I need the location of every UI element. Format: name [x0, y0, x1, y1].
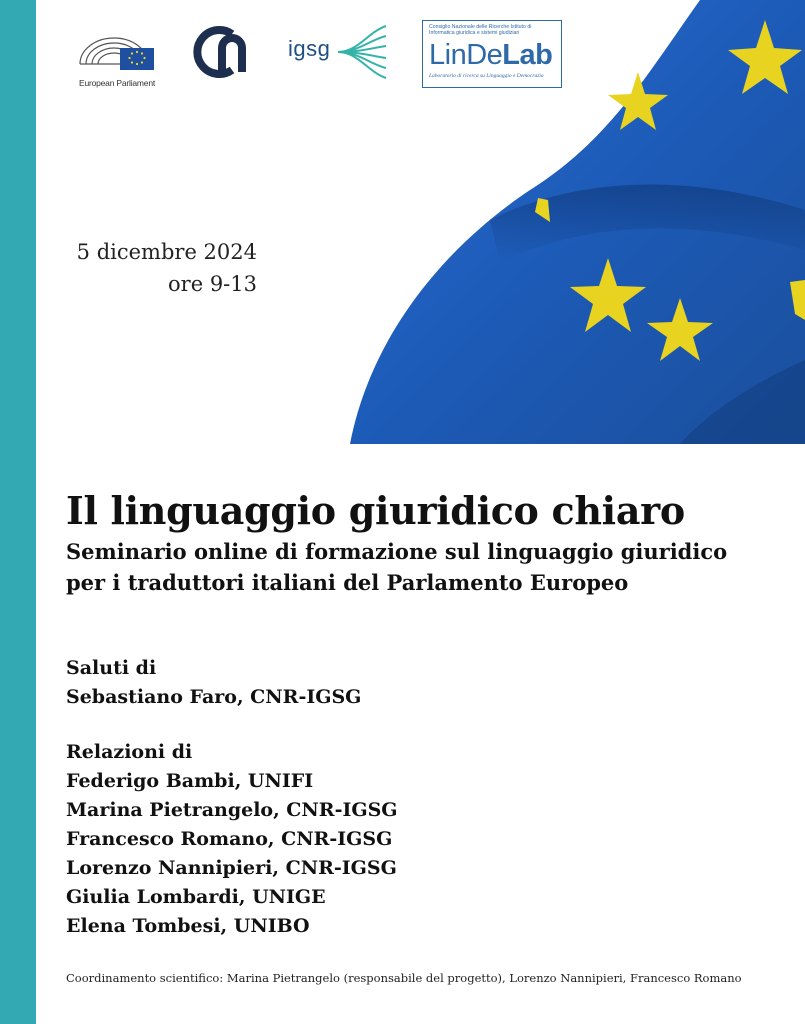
speaker-name: Federigo Bambi, UNIFI	[66, 770, 314, 792]
seminar-title: Il linguaggio giuridico chiaro	[66, 488, 685, 533]
speaker-name: Marina Pietrangelo, CNR-IGSG	[66, 799, 398, 821]
speaker-name: Elena Tombesi, UNIBO	[66, 915, 310, 937]
lindelab-wordmark-a: LinDe	[429, 39, 503, 71]
speaker-name: Francesco Romano, CNR-IGSG	[66, 828, 393, 850]
lindelab-wordmark-b: Lab	[502, 39, 553, 71]
talks-section	[66, 738, 398, 941]
cnr-logo	[192, 24, 254, 80]
speaker-name: Giulia Lombardi, UNIGE	[66, 886, 326, 908]
event-date-time	[77, 236, 257, 300]
teal-sidebar	[0, 0, 36, 1024]
lindelab-institution: Consiglio Nazionale delle Ricerche Istituto di Informatica giuridica e sistemi giudiziari	[429, 24, 532, 36]
scientific-coordination-note: Coordinamento scientifico: Marina Pietrangelo (responsabile del progetto), Lorenzo Nannipieri, Francesco Romano	[66, 971, 742, 985]
lindelab-subtitle: Laboratorio di ricerca su Linguaggio e Democrazia	[429, 73, 544, 79]
subtitle-line: per i traduttori italiani del Parlamento Europeo	[66, 570, 629, 595]
igsg-wordmark: igsg	[288, 36, 331, 61]
talks-heading: Relazioni di	[66, 741, 193, 763]
subtitle-line: Seminario online di formazione sul linguaggio giuridico	[66, 539, 728, 564]
event-date: 5 dicembre 2024	[76, 240, 257, 264]
event-time: ore 9-13	[168, 272, 257, 296]
european-parliament-logo	[76, 28, 158, 88]
seminar-subtitle	[66, 536, 727, 598]
greetings-heading: Saluti di	[66, 657, 157, 679]
european-parliament-label: European Parliament	[78, 78, 156, 88]
speaker-name: Sebastiano Faro, CNR-IGSG	[66, 686, 362, 708]
speaker-name: Lorenzo Nannipieri, CNR-IGSG	[66, 857, 397, 879]
eu-flag-image	[350, 0, 805, 444]
greetings-section	[66, 654, 361, 712]
